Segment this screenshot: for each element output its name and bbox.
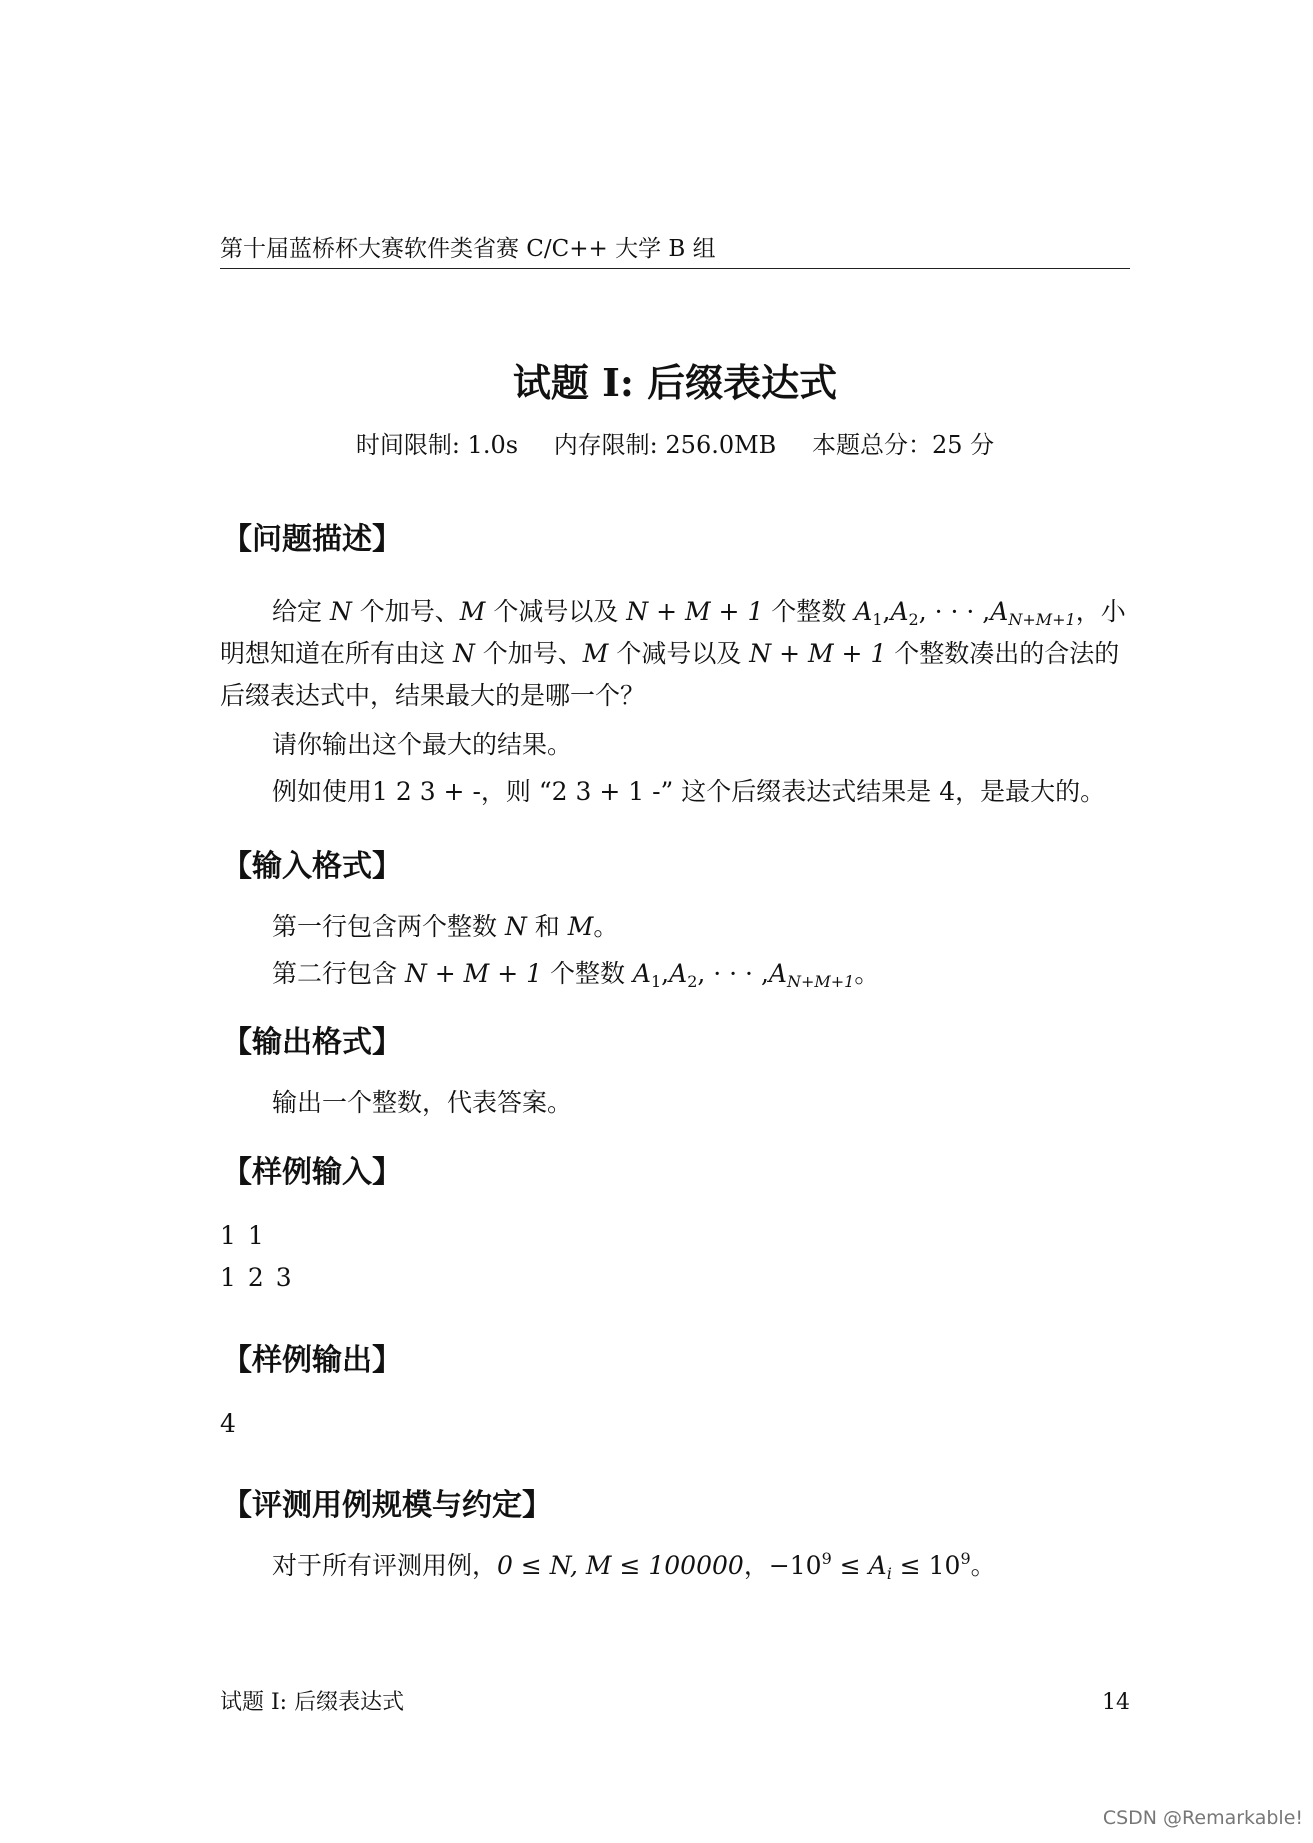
sample-output-value: 4	[220, 1409, 238, 1438]
math-a: A	[990, 597, 1009, 626]
input-format-line-1	[220, 906, 1130, 948]
time-limit: 时间限制: 1.0s	[355, 431, 519, 459]
running-header: 第十届蓝桥杯大赛软件类省赛 C/C++ 大学 B 组	[220, 236, 716, 262]
footer-title: 试题 I: 后缀表达式	[220, 1690, 405, 1715]
header-rule	[220, 268, 1130, 269]
math-exponent: 9	[821, 1549, 832, 1568]
math-sub: i	[886, 1564, 892, 1583]
math-sub: 1	[650, 972, 662, 991]
title-prefix: 试题	[512, 361, 589, 405]
text-run: 个整数	[542, 959, 633, 988]
text-run: 给定	[272, 597, 330, 626]
math-m: M	[567, 912, 594, 941]
math-n: N	[329, 597, 352, 626]
math-a: A	[768, 959, 787, 988]
text-run: 和	[526, 912, 568, 941]
memory-limit: 内存限制: 256.0MB	[553, 431, 777, 459]
constraints-heading: 【评测用例规模与约定】	[222, 1488, 552, 1523]
text-run: 个加号、	[351, 597, 460, 626]
text-run: 个减号以及	[485, 597, 627, 626]
math-comma: ,	[661, 959, 670, 988]
math-a: A	[854, 597, 873, 626]
math-sub: N+M+1	[786, 972, 855, 991]
text-run: 个整数	[763, 597, 855, 626]
title-letter: I:	[602, 360, 634, 405]
constraints-text	[220, 1545, 1130, 1587]
math-ellipsis: , · · · ,	[918, 597, 991, 626]
input-format-line-2	[220, 953, 1130, 995]
math-m: M	[459, 597, 486, 626]
math-m: M	[582, 639, 609, 668]
page-number: 14	[1102, 1690, 1130, 1715]
math-a: A	[669, 959, 688, 988]
input-format-heading: 【输入格式】	[222, 849, 402, 884]
math-count: N + M + 1	[749, 639, 887, 668]
description-paragraph-3: 例如使用1 2 3 + -，则 “2 3 + 1 -” 这个后缀表达式结果是 4，是最大的。	[272, 777, 1106, 806]
text-run: 。	[593, 912, 619, 941]
text-run: 第二行包含	[272, 959, 405, 988]
math-neg-power: −10	[768, 1551, 822, 1580]
sample-input-heading: 【样例输入】	[222, 1155, 402, 1190]
math-sub: 2	[908, 610, 919, 629]
math-n: N	[452, 639, 475, 668]
text-run: 个加号、	[474, 639, 583, 668]
math-sub: 1	[872, 610, 883, 629]
math-sub: 2	[687, 972, 698, 991]
math-count: N + M + 1	[626, 597, 764, 626]
math-a: A	[890, 597, 909, 626]
output-format-text: 输出一个整数，代表答案。	[272, 1088, 573, 1117]
text-run: 。	[854, 959, 880, 988]
text-run: 第一行包含两个整数	[272, 912, 505, 941]
math-power: ≤ 10	[891, 1551, 961, 1580]
text-run: 。	[970, 1551, 996, 1580]
text-run: ，小明想知道在所有由这	[220, 597, 1126, 668]
text-run: 个减号以及	[608, 639, 750, 668]
sample-output-heading: 【样例输出】	[222, 1343, 402, 1378]
math-ai: ≤ A	[831, 1551, 887, 1580]
problem-title	[220, 358, 1130, 408]
math-count: N + M + 1	[404, 959, 543, 988]
math-ellipsis: , · · · ,	[697, 959, 769, 988]
sample-input-line-2: 1 2 3	[220, 1263, 294, 1292]
text-run: ，	[743, 1551, 769, 1580]
output-format-heading: 【输出格式】	[222, 1025, 402, 1060]
description-paragraph-2: 请你输出这个最大的结果。	[272, 730, 573, 759]
title-name: 后缀表达式	[647, 361, 838, 405]
math-comma: ,	[882, 597, 891, 626]
text-run: 个整数凑出的合法的后缀表达式中，结果最大的是哪一个？	[220, 639, 1120, 710]
math-range: 0 ≤ N, M ≤ 100000	[497, 1551, 744, 1580]
watermark: CSDN @Remarkable!	[1102, 1807, 1303, 1829]
math-a: A	[632, 959, 651, 988]
text-run: 对于所有评测用例，	[272, 1551, 498, 1580]
problem-limits	[220, 428, 1130, 462]
score: 本题总分：25 分	[811, 431, 995, 459]
description-paragraph-1	[220, 591, 1130, 717]
math-sub: N+M+1	[1008, 610, 1076, 629]
sample-input-line-1: 1 1	[220, 1221, 266, 1250]
math-exponent: 9	[960, 1549, 971, 1568]
math-n: N	[504, 912, 527, 941]
description-heading: 【问题描述】	[222, 522, 402, 557]
